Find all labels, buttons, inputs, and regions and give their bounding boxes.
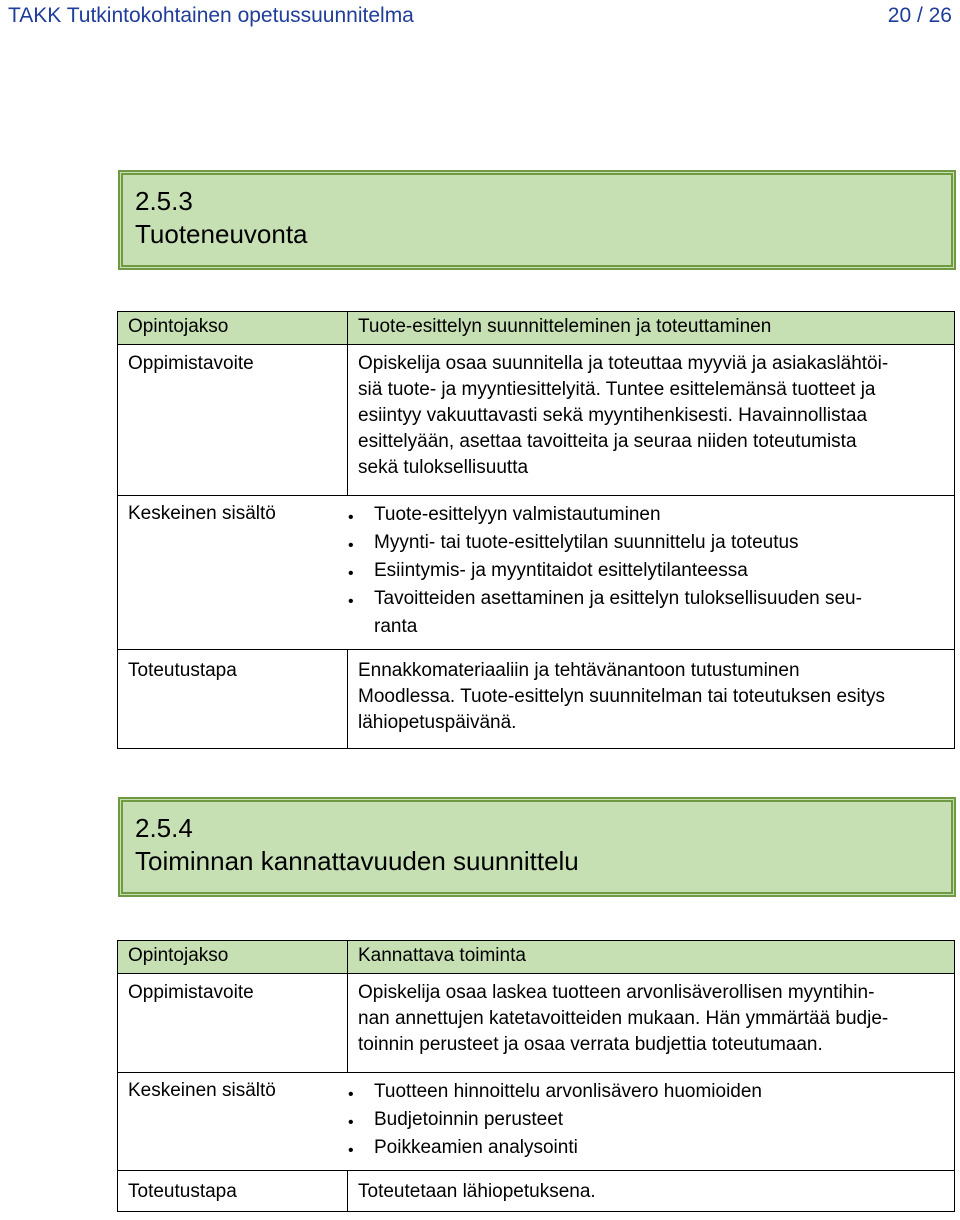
toteutustapa-label: Toteutustapa [118,1171,348,1212]
toteutustapa-label: Toteutustapa [118,650,348,749]
oppimistavoite-label: Oppimistavoite [118,974,348,1073]
keskeinen-sisalto-cell [118,1073,955,1171]
keskeinen-sisalto-label: Keskeinen sisältö [128,1080,276,1101]
text-line: toinnin perusteet ja osaa verrata budjettia toteutumaan. [358,1034,823,1055]
text-line: Ennakkomateriaaliin ja tehtävänantoon tutustuminen [358,660,800,681]
section-title: Tuoteneuvonta [135,219,308,249]
text-line: Moodlessa. Tuote-esittelyn suunnitelman tai toteutuksen esitys [358,686,886,707]
text-line: lähiopetuspäivänä. [358,712,517,733]
row-keskeinen-sisalto [118,496,955,650]
bullet-icon: • [348,509,354,526]
text-line: sekä tuloksellisuutta [358,457,529,478]
list-item: • Tuote-esittelyyn valmistautuminen [338,501,944,529]
section-title: Toiminnan kannattavuuden suunnittelu [135,846,579,876]
keskeinen-sisalto-cell [118,496,955,650]
bullet-icon: • [348,1142,354,1159]
row-keskeinen-sisalto [118,1073,955,1171]
list-item: • Budjetoinnin perusteet [338,1106,944,1134]
bullet-icon: • [348,1086,354,1103]
row-toteutustapa [118,1171,955,1212]
row-oppimistavoite [118,974,955,1073]
bullet-icon: • [348,593,354,610]
opintojakso-value: Kannattava toiminta [348,941,955,974]
list-item: • Myynti- tai tuote-esittelytilan suunnittelu ja toteutus [338,529,944,557]
text-line: Opiskelija osaa laskea tuotteen arvonlisäverollisen myyntihin- [358,982,875,1003]
toteutustapa-value [348,1171,955,1212]
section-heading-2-5-3 [118,170,956,270]
opintojakso-value: Tuote-esittelyn suunnitteleminen ja toteuttaminen [348,312,955,345]
text-line: Opiskelija osaa suunnitella ja toteuttaa myyviä ja asiakaslähtöi- [358,353,889,374]
bullet-icon: • [348,1114,354,1131]
course-table-2-5-3 [117,311,955,749]
list-item: • Esiintymis- ja myyntitaidot esittelytilanteessa [338,557,944,585]
text-line: siä tuote- ja myyntiesittelyitä. Tuntee esittelemänsä tuotteet ja [358,379,876,400]
oppimistavoite-value [348,974,955,1073]
list-item-continuation: ranta [374,616,418,637]
list-item: • Tavoitteiden asettaminen ja esittelyn tuloksellisuuden seu- [338,585,944,613]
text-line: Toteutetaan lähiopetuksena. [358,1181,596,1202]
toteutustapa-value [348,650,955,749]
row-toteutustapa [118,650,955,749]
oppimistavoite-label: Oppimistavoite [118,345,348,496]
row-opintojakso [118,312,955,345]
page-header [0,0,960,34]
list-item: • Poikkeamien analysointi [338,1134,944,1162]
text-line: esiintyy vakuuttavasti sekä myyntihenkisesti. Havainnollistaa [358,405,868,426]
section-number: 2.5.4 [135,813,193,843]
opintojakso-label: Opintojakso [118,312,348,345]
list-item: • Tuotteen hinnoittelu arvonlisävero huomioiden [338,1078,944,1106]
row-opintojakso [118,941,955,974]
opintojakso-label: Opintojakso [118,941,348,974]
bullet-icon: • [348,565,354,582]
document-title: TAKK Tutkintokohtainen opetussuunnitelma [8,4,414,27]
text-line: nan annettujen katetavoitteiden mukaan. Hän ymmärtää budje- [358,1008,889,1029]
page-number: 20 / 26 [887,4,952,27]
section-number: 2.5.3 [135,186,193,216]
text-line: esittelyään, asettaa tavoitteita ja seuraa niiden toteutumista [358,431,857,452]
keskeinen-sisalto-label: Keskeinen sisältö [128,503,276,524]
bullet-icon: • [348,537,354,554]
oppimistavoite-value [348,345,955,496]
row-oppimistavoite [118,345,955,496]
course-table-2-5-4 [117,940,955,1212]
section-heading-2-5-4 [118,797,956,897]
